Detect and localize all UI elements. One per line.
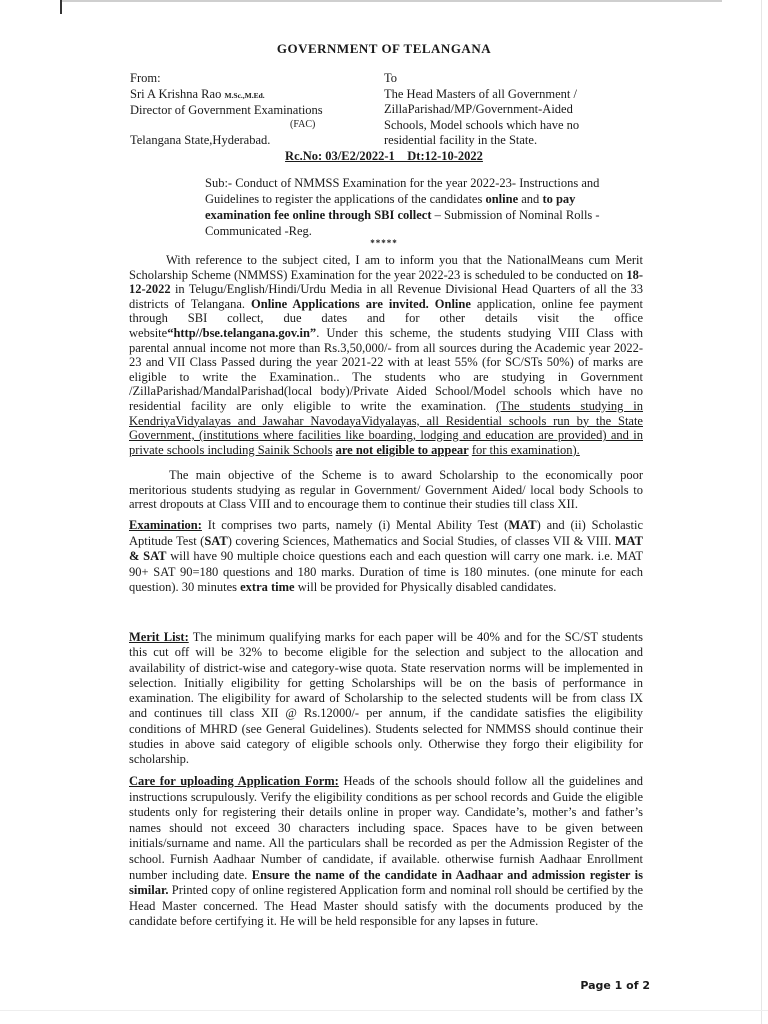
- subject-and: and: [521, 192, 540, 206]
- sender-qualifications: M.Sc.,M.Ed.: [224, 90, 265, 100]
- intro-text-1: With reference to the subject cited, I am to inform you that the NationalMeans cum Merit Scholarship Scheme (NMMSS) Examination for the year 2022-23 is scheduled to be conducted on: [129, 253, 643, 282]
- aadhaar-emphasis: Ensure the name of the candidate in Aadhaar and admission register is similar.: [129, 867, 643, 898]
- reference-number: Rc.No: 03/E2/2022-1 Dt:12-10-2022: [285, 149, 483, 163]
- sender-fac: (FAC): [290, 118, 316, 130]
- sender-name-line: [130, 87, 360, 104]
- ineligible-schools-text: (The students studying in KendriyaVidyalayas and Jawahar NavodayaVidyalayas, all Residential schools run by the State Government, (institutions where facilities like boarding, lodging and education are provided) and in private schools including Sainik Schools: [129, 398, 644, 457]
- subject-fee-payment: to pay examination fee online through SBI collect: [205, 192, 576, 222]
- application-care-heading: Care for uploading Application Form:: [129, 774, 339, 788]
- not-eligible-emphasis: are not eligible to appear: [335, 442, 469, 457]
- document-title: GOVERNMENT OF TELANGANA: [276, 41, 492, 56]
- recipient-line-4: residential facility in the State.: [384, 133, 538, 147]
- paragraph-application-care: [129, 774, 643, 930]
- sat-label: SAT: [204, 533, 228, 548]
- exam-text-1: It comprises two parts, namely (i) Mental Ability Test (: [207, 518, 509, 532]
- subject-text-1: Conduct of NMMSS Examination for the year 2022-23- Instructions and Guidelines to register the applications of the candidates: [205, 176, 600, 206]
- scan-corner-mark: [60, 0, 62, 14]
- to-label: To: [384, 71, 398, 85]
- to-block: [384, 71, 639, 149]
- intro-text-4: . Under this scheme, the students studying VIII Class with parental annual income not more than Rs.3,50,000/- from all sources during the Academic year 2022-23 and VII Class Passed during the year 2021-22 with at least 55% (for SC/STs 50%) of marks are eligible to write the Examination.. The students who are studying in Government /ZillaParishad/MandalParishad(local body)/Private Aided School/Model schools which have no residential facility are only eligible to write the examination.: [129, 325, 643, 413]
- paragraph-merit-list: [129, 630, 643, 768]
- separator-stars: *****: [370, 238, 398, 248]
- recipient-line-2: ZillaParishad/MP/Government-Aided: [384, 102, 573, 116]
- website-link[interactable]: “http//bse.telangana.gov.in”: [167, 325, 317, 340]
- subject-prefix: Sub:-: [205, 176, 233, 190]
- ineligible-schools-end: for this examination).: [471, 442, 580, 457]
- sender-designation: Director of Government Examinations: [130, 103, 323, 117]
- scan-edge-top: [62, 0, 722, 2]
- subject-block: [205, 175, 625, 239]
- paragraph-objective: The main objective of the Scheme is to award Scholarship to the economically poor meritorious students studying as regular in Government/ Government Aided/ local body Schools to arrest dropouts at Class VIII and to encourage them to continue their studies till class XII.: [129, 468, 643, 512]
- recipient-line-1: The Head Masters of all Government /: [384, 86, 577, 101]
- extra-time-label: extra time: [240, 580, 295, 595]
- exam-text-4: will have 90 multiple choice questions each and each question will carry one mark. i.e. MAT 90+ SAT 90=180 questions and 180 marks. Duration of time is 180 minutes. (one minute for each question). 30 minutes: [129, 549, 643, 595]
- scan-footer-edge: [0, 1010, 768, 1011]
- sender-name: Sri A Krishna Rao: [130, 86, 222, 101]
- recipient-line-3: Schools, Model schools which have no: [384, 117, 580, 132]
- exam-date: 18-12-2022: [129, 267, 644, 297]
- application-care-text-1: Heads of the schools should follow all the guidelines and instructions scrupulously. Verify the eligibility conditions as per school records and Guide the eligible students only for registering their details online in proper way. Candidate’s, mother’s and father’s names should not exceed 30 characters including space. Spaces have to be given between initials/surname and name. All the particulars shall be recorded as per the Admission Register of the school. Furnish Aadhaar Number of candidate, if available. otherwise furnish Aadhaar Enrollment number including date.: [129, 774, 643, 882]
- merit-list-text: The minimum qualifying marks for each paper will be 40% and for the SC/ST students this cut off will be 32% to become eligible for the selection and subject to the allocation and availability of district-wise and category-wise quota. State reservation norms will be implemented in selection. Initially eligibility for getting Scholarships will be on the basis of performance in examination. The eligibility for award of Scholarship to the selected students will be from class IX and continues till class XII @ Rs.12000/- per annum, if the candidate satisfies the eligibility conditions of MHRD (see General Guidelines). Students selected for NMMSS should continue their studies in above said category of eligible schools only. Otherwise they forgo their eligibility for scholarship.: [129, 630, 643, 767]
- exam-text-5: will be provided for Physically disabled candidates.: [297, 580, 557, 595]
- mat-label: MAT: [508, 518, 537, 532]
- online-applications-invited: Online Applications are invited. Online: [251, 296, 471, 311]
- intro-text-3: application, online fee payment through SBI collect, due dates and for other details visit the office website: [129, 296, 644, 340]
- sender-place: Telangana State,Hyderabad.: [130, 132, 271, 147]
- paragraph-examination: [129, 518, 643, 596]
- subject-text-3: – Submission of Nominal Rolls -Communicated -Reg.: [205, 208, 600, 238]
- examination-heading: Examination:: [129, 518, 202, 532]
- from-label: From:: [130, 71, 161, 85]
- mat-sat-label: MAT & SAT: [129, 533, 643, 564]
- intro-text-2: in Telugu/English/Hindi/Urdu Media in all Revenue Divisional Head Quarters of all the 33 districts of Telangana.: [129, 282, 644, 311]
- exam-text-3: ) covering Sciences, Mathematics and Social Studies, of classes VII & VIII.: [227, 533, 612, 548]
- application-care-text-2: Printed copy of online registered Application form and nominal roll should be certified by the Head Master concerned. The Head Master should satisfy with the documents produced by the candidate before certifying it. He will be held responsible for any lapses in future.: [129, 883, 643, 929]
- subject-online: online: [485, 192, 519, 206]
- merit-list-heading: Merit List:: [129, 630, 189, 644]
- from-block: [130, 71, 360, 148]
- paragraph-intro: [129, 253, 643, 457]
- exam-text-2: ) and (ii) Scholastic Aptitude Test (: [129, 518, 643, 548]
- page-number: Page 1 of 2: [580, 979, 650, 992]
